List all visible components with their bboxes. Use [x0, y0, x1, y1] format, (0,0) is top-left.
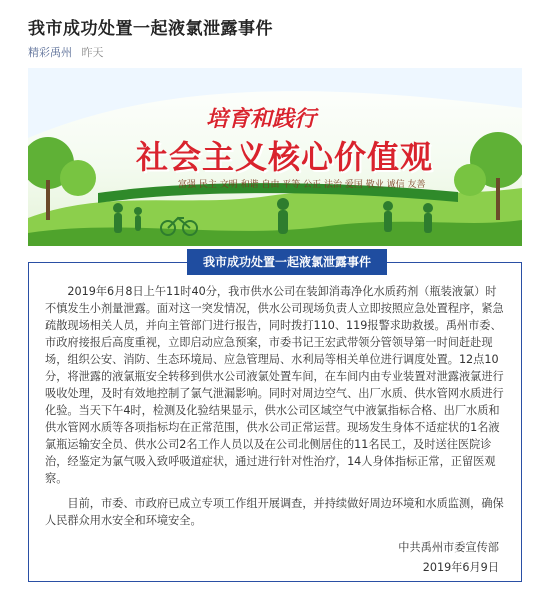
article-box	[28, 255, 522, 582]
banner-heading-small: 培育和践行	[206, 107, 317, 132]
tree-left-2	[60, 160, 96, 196]
publish-time: 昨天	[81, 46, 104, 59]
tree-trunk-left	[46, 180, 50, 220]
signature-organization: 中共禹州市委宣传部	[398, 541, 499, 554]
article-paragraph-1: 2019年6月8日上午11时40分，我市供水公司在装卸消毒净化水质药剂（瓶装液氯）时不慎发生小剂量泄露。面对这一突发情况，供水公司现场负责人立即按照应急处置程序，紧急疏散现场相关人员，并向主管部门进行报告，同时拨打110、119报警求助救援。禹州市委、市政府接报后高度重视，立即启动应急预案，市委书记王宏武带领分管领导第一时间赶赴现场，组织公安、消防、生态环境局、应急管理局、水利局等相关单位进行调度处置。12点10分，将泄露的液氯瓶安全转移到供水公司液氯处置车间，在车间内由专业装置对泄露液氯进行吸收处理，及时有效地控制了氯气泄漏影响。同时对周边空气、出厂水质、供水管网水质进行化验。当天下午4时，检测及化验结果显示，供水公司区域空气中液氯指标合格、出厂水质和供水管网水质等各项指标均在正常范围，供水公司正常运营。现场发生身体不适症状的1名液氯瓶运输安全员、供水公司2名工作人员以及在公司北侧居住的11名民工，及时送往医院诊治，经鉴定为氯气吸入致呼吸道症状，通过进行针对性治疗，14人身体指标正常，正留医观察。	[45, 285, 504, 485]
tree-right-2	[454, 164, 486, 196]
article-paragraph-2: 目前，市委、市政府已成立专项工作组开展调查，并持续做好周边环境和水质监测，确保人民群众用水安全和环境安全。	[45, 497, 504, 527]
banner-core-values: 富强 民主 文明 和谐 自由 平等 公正 法治 爱国 敬业 诚信 友善	[178, 180, 426, 190]
article-meta	[28, 44, 104, 60]
article-title-badge: 我市成功处置一起液氯泄露事件	[187, 249, 387, 275]
source-account-link[interactable]: 精彩禹州	[28, 46, 72, 59]
banner-heading-big: 社会主义核心价值观	[136, 138, 434, 176]
banner-image	[28, 68, 522, 246]
tree-trunk-right	[496, 178, 500, 220]
page-title: 我市成功处置一起液氯泄露事件	[28, 19, 273, 39]
signature-date: 2019年6月9日	[422, 561, 499, 574]
